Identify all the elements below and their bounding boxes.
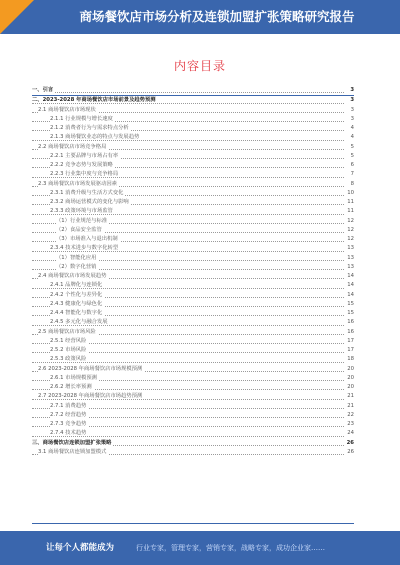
toc-entry[interactable] [32,383,354,392]
toc-entry-page: 24 [344,429,354,438]
toc-entry[interactable] [32,402,354,411]
toc-entry[interactable] [32,207,354,216]
toc-entry-label: 2.6.1 市场规模预测 [50,374,97,381]
toc-entry-label: 2.4.4 智能化与数字化 [50,310,103,316]
toc-entry[interactable] [32,328,354,337]
toc-entry[interactable] [32,198,354,207]
toc-entry[interactable] [32,272,354,281]
toc-entry-label: 2.5 商场餐饮店市场风险 [38,328,96,335]
toc-entry-label: 2.4.5 多元化与融合发展 [50,319,108,326]
toc-entry[interactable] [32,106,354,115]
toc-entry-page: 26 [344,448,354,457]
toc-entry-page: 5 [344,143,354,152]
toc-heading: 内容目录 [173,59,226,73]
toc-bottom-rule [32,523,354,524]
toc-entry-page: 4 [344,133,354,142]
toc-entry[interactable] [32,439,354,448]
toc-entry-label: 2.3 商场餐饮店市场发展驱动因素 [38,180,117,187]
toc-entry[interactable] [32,152,354,161]
toc-entry-page: 3 [344,115,354,124]
toc-entry-label: 2.7.4 技术趋势 [50,430,87,437]
toc-entry-page: 8 [344,180,354,189]
toc-entry[interactable] [32,244,354,253]
toc-entry[interactable] [32,115,354,124]
toc-entry[interactable] [32,254,354,263]
toc-entry-page: 16 [344,318,354,327]
toc-entry[interactable] [32,124,354,133]
toc-entry-page: 15 [344,300,354,309]
toc-entry-label: 2.1.3 商场餐饮业态的特点与发展趋势 [50,134,140,141]
toc-entry[interactable] [32,133,354,142]
toc-entry[interactable] [32,309,354,318]
toc-entry-label: 3.1 商场餐饮店连锁加盟模式 [38,448,107,455]
toc-entry-label: 2.4.2 个性化与差异化 [50,291,103,298]
toc-entry-page: 15 [344,309,354,318]
toc-entry-page: 13 [344,244,354,253]
toc-entry-page: 20 [344,365,354,374]
toc-entry-page: 22 [344,411,354,420]
toc-entry-page: 6 [344,161,354,170]
toc-entry-page: 13 [344,254,354,263]
toc-entry-label: 2.4.1 品牌化与连锁化 [50,282,103,289]
toc-entry-label: 2.3.1 消费升级与生活方式变化 [50,189,124,196]
toc-entry-page: 12 [344,235,354,244]
toc-entry[interactable] [32,86,354,95]
toc-entry[interactable] [32,420,354,429]
toc-entry-page: 11 [344,207,354,216]
toc-entry-label: （3）市场准入与退出机制 [56,236,118,242]
toc-entry-page: 17 [344,337,354,346]
toc-entry-page: 14 [344,272,354,281]
toc-entry-page: 10 [344,189,354,198]
toc-entry-label: 二、2023-2028 年商场餐饮店市场前景及趋势预测 [32,97,156,104]
toc-entry[interactable] [32,217,354,226]
report-title: 商场餐饮店市场分析及连锁加盟扩张策略研究报告 [79,9,355,24]
toc-entry-page: 5 [344,152,354,161]
toc-entry-label: 2.7 2023-2028 年商场餐饮店市场趋势预测 [38,393,143,400]
toc-entry-label: 2.4 商场餐饮店市场发展趋势 [38,273,107,279]
toc-entry-label: （1）智能化应用 [56,254,97,261]
toc-entry-label: （2）食品安全监管 [56,226,102,233]
toc-entry-page: 26 [344,439,354,448]
toc-entry[interactable] [32,429,354,438]
toc-entry-label: （1）行业规范与标准 [56,217,108,224]
toc-entry[interactable] [32,392,354,401]
toc-entry[interactable] [32,448,354,457]
toc-entry-page: 21 [344,402,354,411]
toc-entry-page: 18 [344,355,354,364]
toc-entry-page: 11 [344,198,354,207]
toc-entry-label: 2.1 商场餐饮店市场现状 [38,106,96,113]
header-corner-accent [0,0,34,34]
toc-entry[interactable] [32,291,354,300]
toc-entry-label: 2.3.3 政策环境与市场监管 [50,208,113,215]
toc-entry-page: 3 [344,106,354,115]
toc-entry[interactable] [32,180,354,189]
toc-entry-page: 13 [344,263,354,272]
toc-entry[interactable] [32,355,354,364]
toc-entry-label: 2.3.4 技术进步与数字化转型 [50,245,119,252]
toc-entry[interactable] [32,346,354,355]
toc-entry-page: 20 [344,374,354,383]
toc-entry-label: 2.6 2023-2028 年商场餐饮店市场规模预测 [38,365,143,372]
footer-tagline: 行业专家，管理专家，营销专家，战略专家，成功企业家…… [136,544,325,552]
toc-entry-page: 16 [344,328,354,337]
toc-entry-page: 20 [344,383,354,392]
toc-entry-page: 7 [344,170,354,179]
toc-entry-label: 2.2 商场餐饮店市场竞争格局 [38,143,107,150]
toc-entry-label: 2.2.3 行业集中度与竞争格局 [50,171,119,178]
footer-slogan: 让每个人都能成为 [46,543,115,553]
toc-entry[interactable] [32,96,354,105]
toc-entry-page: 4 [344,124,354,133]
toc-entry-label: 2.2.1 主要品牌与市场占有率 [50,152,119,159]
toc-entry-label: 2.3.2 商场运营模式的变化与影响 [50,199,129,205]
toc-entry-label: 2.2.2 竞争态势与发展策略 [50,162,113,168]
toc-entry[interactable] [32,143,354,152]
toc-entry[interactable] [32,226,354,235]
toc-entry-page: 14 [344,291,354,300]
toc-entry-page: 23 [344,420,354,429]
toc-entry[interactable] [32,189,354,198]
toc-entry[interactable] [32,281,354,290]
toc-entry-label: 2.7.1 消费趋势 [50,402,87,409]
toc-entry-page: 14 [344,281,354,290]
toc-entry[interactable] [32,170,354,179]
toc-entry-page: 21 [344,392,354,401]
toc-entry[interactable] [32,337,354,346]
toc-entry-page: 17 [344,346,354,355]
toc-entry[interactable] [32,365,354,374]
toc-entry-page: 3 [344,86,354,95]
toc-entry-page: 12 [344,217,354,226]
toc-entry-page: 3 [344,96,354,105]
toc-entry-label: （2）数字化营销 [56,263,97,270]
toc-entry-label: 2.7.3 竞争趋势 [50,421,87,427]
toc-entry-label: 2.5.2 市场风险 [50,347,87,353]
toc-entry-label: 2.5.3 政策风险 [50,356,87,363]
dot-leader [32,92,344,93]
footer-banner [0,531,400,565]
toc-entry-label: 2.5.1 经营风险 [50,337,87,344]
toc-entry-label: 一、引言 [32,87,54,93]
toc-entry-label: 2.4.3 健康化与绿色化 [50,300,103,307]
toc-entry-label: 2.1.2 消费者行为与需求特点分析 [50,125,129,131]
toc-entry[interactable] [32,374,354,383]
toc-entry-label: 2.7.2 经营趋势 [50,411,87,418]
toc-entry[interactable] [32,318,354,327]
toc-entry[interactable] [32,263,354,272]
toc-entry-label: 2.1.1 行业规模与增长速度 [50,115,113,122]
toc-entry[interactable] [32,300,354,309]
header-banner [0,0,400,34]
toc-entry[interactable] [32,235,354,244]
toc-entry-label: 2.6.2 增长率预测 [50,384,92,390]
toc-entry-label: 三、商场餐饮店连锁加盟扩张策略 [32,439,112,446]
table-of-contents [32,86,354,457]
toc-entry[interactable] [32,411,354,420]
toc-entry[interactable] [32,161,354,170]
toc-entry-page: 12 [344,226,354,235]
